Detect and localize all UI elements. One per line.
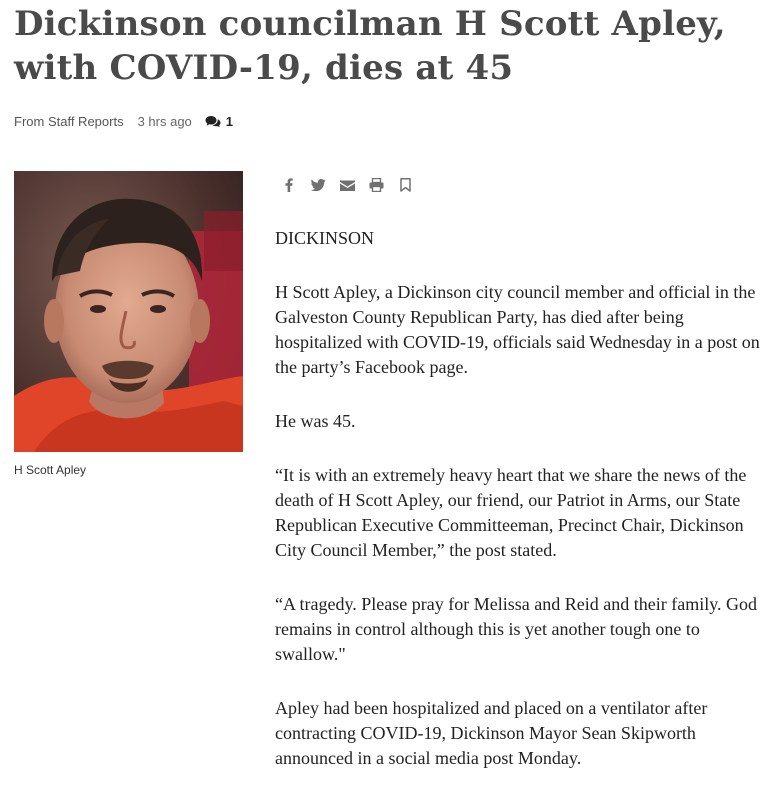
article-paragraph: He was 45. <box>275 411 356 431</box>
article-body <box>275 226 761 800</box>
bookmark-icon <box>400 178 411 192</box>
comment-bubbles-icon <box>205 115 221 128</box>
article-paragraph: Apley had been hospitalized and placed on a ventilator after contracting COVID-19, Dickinson Mayor Sean Skipworth announced in a social media post Monday. <box>275 698 708 768</box>
portrait-illustration <box>14 171 243 452</box>
headline: Dickinson councilman H Scott Apley, with COVID-19, dies at 45 <box>14 4 726 88</box>
print-icon <box>369 178 384 192</box>
author-link[interactable]: From Staff Reports <box>14 113 124 129</box>
comment-count: 1 <box>225 113 234 129</box>
share-toolbar <box>281 176 426 194</box>
email-share-button[interactable] <box>339 177 355 193</box>
dateline: DICKINSON <box>275 228 374 248</box>
facebook-icon <box>285 178 293 192</box>
facebook-share-button[interactable] <box>281 177 297 193</box>
timestamp: 3 hrs ago <box>137 113 192 129</box>
print-button[interactable] <box>368 177 384 193</box>
article-paragraph: H Scott Apley, a Dickinson city council member and official in the Galveston County Republican Party, has died after being hospitalized with COVID-19, officials said Wednesday in a post on the party’s Facebook page. <box>275 282 760 377</box>
photo-caption: H Scott Apley <box>14 463 87 477</box>
article-paragraph: “A tragedy. Please pray for Melissa and Reid and their family. God remains in control although this is yet another tough one to swallow." <box>275 594 758 664</box>
twitter-icon <box>311 179 326 191</box>
comments-link[interactable] <box>205 114 233 129</box>
email-icon <box>340 180 355 191</box>
twitter-share-button[interactable] <box>310 177 326 193</box>
portrait-photo[interactable] <box>14 171 243 452</box>
bookmark-button[interactable] <box>397 177 413 193</box>
article-paragraph: “It is with an extremely heavy heart that we share the news of the death of H Scott Apley, our friend, our Patriot in Arms, our State Republican Executive Committeeman, Precinct Chair, Dickinson City Council Member,” the post stated. <box>275 465 747 560</box>
byline <box>14 113 233 129</box>
